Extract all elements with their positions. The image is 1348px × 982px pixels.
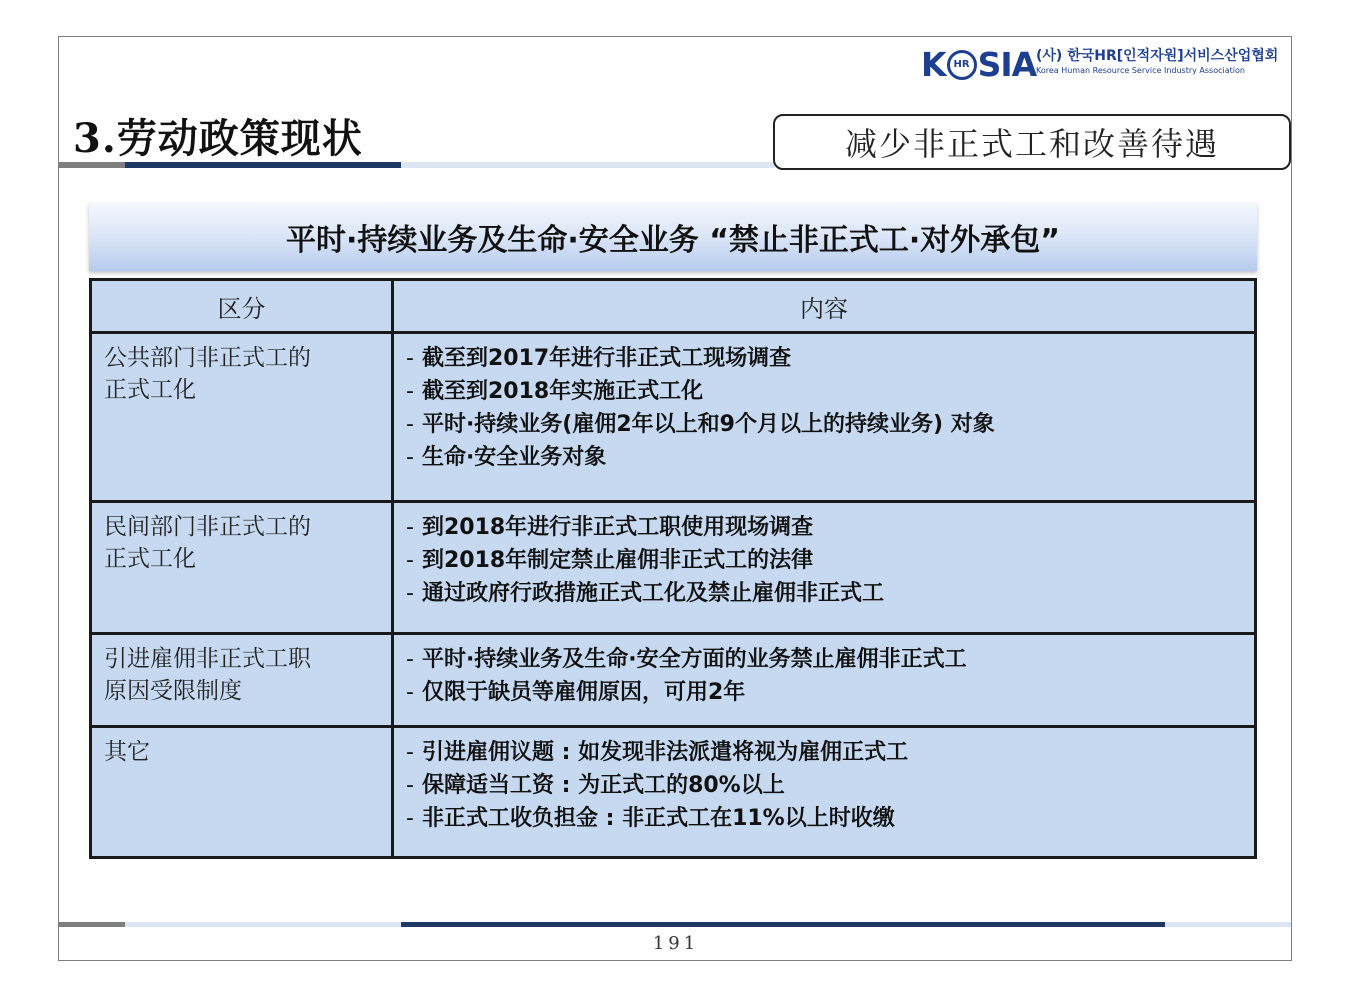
row-category	[91, 333, 393, 502]
content-item: - 生命·安全业务对象	[406, 445, 607, 470]
category-line: 正式工化	[104, 377, 196, 403]
title-underline	[59, 162, 775, 168]
row-content	[393, 333, 1256, 502]
table-header-row	[91, 280, 1256, 333]
content-item: - 到2018年进行非正式工职使用现场调查	[406, 515, 814, 540]
logo-korean-name: (사) 한국HR[인적자원]서비스산업협회	[1036, 48, 1279, 64]
category-line: 其它	[104, 739, 150, 765]
logo-letters-sia: SIA	[977, 45, 1037, 84]
subtitle-box: 减少非正式工和改善待遇	[773, 114, 1291, 170]
row-category	[91, 634, 393, 727]
logo-text	[1036, 47, 1278, 77]
logo-letter-k: K	[921, 45, 946, 84]
table-row	[91, 502, 1256, 634]
title-underline-light	[401, 162, 775, 168]
section-banner: 平时·持续业务及生命·安全业务 “禁止非正式工·对外承包”	[89, 203, 1257, 271]
row-content	[393, 502, 1256, 634]
category-line: 民间部门非正式工的	[104, 514, 311, 540]
content-item: - 平时·持续业务(雇佣2年以上和9个月以上的持续业务) 对象	[406, 412, 995, 437]
content-item: - 仅限于缺员等雇佣原因，可用2年	[406, 680, 746, 705]
title-underline-gray	[59, 162, 125, 168]
content-item: - 平时·持续业务及生命·安全方面的业务禁止雇佣非正式工	[406, 647, 967, 672]
slide	[58, 36, 1292, 961]
footer-rule	[59, 922, 1291, 927]
category-line: 公共部门非正式工的	[104, 345, 311, 371]
category-line: 正式工化	[104, 546, 196, 572]
row-content	[393, 727, 1256, 858]
logo-english-name: Korea Human Resource Service Industry Association	[1036, 66, 1245, 75]
content-item: - 引进雇佣议题 : 如发现非法派遣将视为雇佣正式工	[406, 740, 909, 765]
table-row	[91, 333, 1256, 502]
title-underline-navy	[125, 162, 401, 168]
content-item: - 到2018年制定禁止雇佣非正式工的法律	[406, 548, 814, 573]
footer-rule-navy	[401, 922, 1165, 927]
table-row	[91, 727, 1256, 858]
row-content	[393, 634, 1256, 727]
page-number: 191	[652, 933, 700, 954]
table-row	[91, 634, 1256, 727]
content-item: - 非正式工收负担金 : 非正式工在11%以上时收缴	[406, 806, 895, 831]
logo-hr-circle: HR	[947, 50, 977, 80]
content-item: - 截至到2017年进行非正式工现场调查	[406, 346, 792, 371]
content-item: - 通过政府行政措施正式工化及禁止雇佣非正式工	[406, 581, 884, 606]
content-item: - 保障适当工资 : 为正式工的80%以上	[406, 773, 785, 798]
kosia-logo	[921, 45, 1281, 85]
page-title: 3.劳动政策现状	[73, 115, 363, 162]
footer-rule-gray	[59, 922, 125, 927]
category-line: 原因受限制度	[104, 678, 242, 704]
category-line: 引进雇佣非正式工职	[104, 646, 311, 672]
row-category	[91, 727, 393, 858]
content-item: - 截至到2018年实施正式工化	[406, 379, 704, 404]
header-category: 区分	[91, 280, 393, 333]
policy-table	[89, 278, 1257, 859]
logo-mark	[921, 45, 1036, 85]
header-content: 内容	[393, 280, 1256, 333]
row-category	[91, 502, 393, 634]
